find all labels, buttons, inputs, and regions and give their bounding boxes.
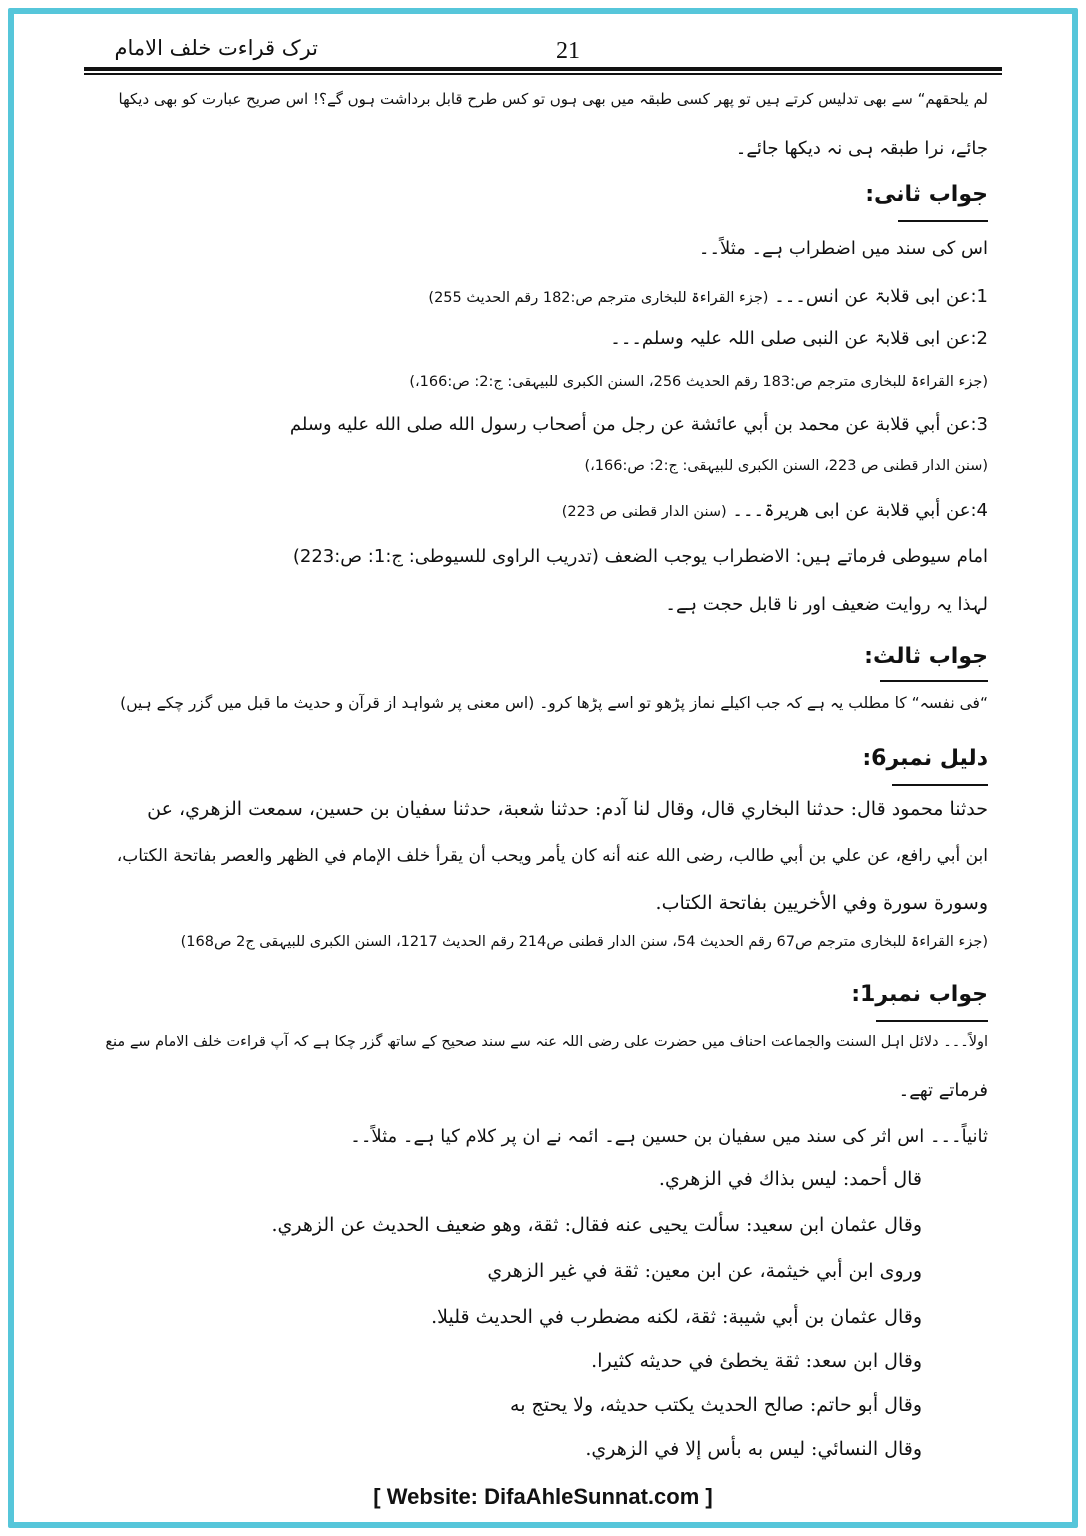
chain-2: 2:عن ابی قلابۃ عن النبی صلی اللہ علیہ وسلم۔۔۔ [610,328,988,349]
narrator-quote-4: وقال عثمان بن أبي شيبة: ثقة، لكنه مضطرب في الحديث قليلا. [431,1306,922,1328]
chain-4-ref: (سنن الدار قطنی ص 223) [561,504,727,520]
answer-2-intro: اس کی سند میں اضطراب ہے۔ مثلاً۔۔ [698,238,988,259]
running-title: ترک قراءت خلف الامام [114,36,318,60]
narrator-quote-2: وقال عثمان ابن سعيد: سألت يحيى عنه فقال: ثقة، وهو ضعيف الحديث عن الزهري. [271,1214,922,1236]
chain-3: 3:عن أبي قلابة عن محمد بن أبي عائشة عن رجل من أصحاب رسول الله صلى الله عليه وسلم [289,414,988,435]
evidence-6-line-2: ابن أبي رافع، عن علي بن أبي طالب، رضى الله عنه أنه كان يأمر ويحب أن يقرأ خلف الإمام في الظهر والعصر بفاتحة الكتاب، [116,846,988,866]
answer-3-text: “فی نفسہ“ کا مطلب یہ ہے کہ جب اکیلے نماز پڑھو تو اسے پڑھا کرو۔ (اس معنی پر شواہد از قرآن و حدیث ما قبل میں گزر چکے ہیں) [120,694,988,712]
heading-underline [876,1020,988,1022]
chain-4 [562,500,988,521]
answer-2-heading: جواب ثانی: [865,182,988,207]
narrator-quote-1: قال أحمد: ليس بذاك في الزهري. [658,1168,922,1190]
page-number: 21 [556,38,580,64]
heading-underline [892,784,988,786]
website-footer: [ Website: DifaAhleSunnat.com ] [373,1484,713,1509]
narrator-quote-3: وروى ابن أبي خيثمة، عن ابن معين: ثقة في غير الزهري [487,1260,922,1282]
heading-underline [898,220,988,222]
evidence-6-heading: دلیل نمبر6: [862,746,988,771]
narrator-quote-6: وقال أبو حاتم: صالح الحديث يكتب حديثه، ولا يحتج به [510,1394,922,1416]
chain-1-text: 1:عن ابی قلابۃ عن انس۔۔۔ [774,286,988,307]
chain-4-text: 4:عن أبي قلابة عن ابی ھریرۃ۔۔۔ [732,500,988,521]
answer-1-first-line-2: فرماتے تھے۔ [898,1080,988,1101]
intro-line-2: جائے، نرا طبقہ ہی نہ دیکھا جائے۔ [735,138,988,159]
chain-2-ref: (جزء القراءۃ للبخاری مترجم ص:183 رقم الحدیث 256، السنن الکبری للبیہقی: ج:2: ص:166،) [409,374,988,390]
suyuti-quote: امام سیوطی فرماتے ہیں: الاضطراب یوجب الضعف (تدریب الراوی للسیوطی: ج:1: ص:223) [292,546,988,567]
narrator-quote-7: وقال النسائي: ليس به بأس إلا في الزهري. [585,1438,922,1460]
heading-underline [880,680,988,682]
intro-line-1: لم یلحقهم“ سے بھی تدلیس کرتے ہیں تو پھر کسی طبقہ میں بھی ہوں تو کس طرح قابل برداشت ہوں گے؟! اس صریح عبارت کو بھی دیکھا [118,90,988,108]
evidence-6-ref: (جزء القراءۃ للبخاری مترجم ص67 رقم الحدیث 54، سنن الدار قطنی ص214 رقم الحدیث 1217، السنن الکبری للبیہقی ج2 ص168) [180,934,988,950]
answer-1-first-line-1: اولاً۔۔۔ دلائل اہل السنت والجماعت احناف میں حضرت علی رضی اللہ عنہ سے سند صحیح کے ساتھ گزر چکا ہے کہ آپ قراءت خلف الامام سے منع [105,1034,988,1050]
chain-1 [428,286,988,307]
chain-1-ref: (جزء القراءۃ للبخاری مترجم ص:182 رقم الحدیث 255) [428,290,769,306]
header-rule-thin [84,73,1002,75]
evidence-6-line-1: حدثنا محمود قال: حدثنا البخاري قال، وقال لنا آدم: حدثنا شعبة، حدثنا سفيان بن حسين، سمعت الزهري، عن [147,798,988,820]
answer-1-second: ثانیاً۔۔۔ اس اثر کی سند میں سفیان بن حسین ہے۔ ائمہ نے ان پر کلام کیا ہے۔ مثلاً۔۔ [350,1126,988,1147]
chain-3-ref: (سنن الدار قطنی ص 223، السنن الکبری للبیہقی: ج:2: ص:166،) [584,458,988,474]
header-rule [84,67,1002,71]
evidence-6-line-3: وسورة سورة وفي الأخريين بفاتحة الكتاب. [655,892,988,914]
answer-3-heading: جواب ثالث: [864,644,988,669]
answer-1-heading: جواب نمبر1: [851,982,988,1007]
narrator-quote-5: وقال ابن سعد: ثقة يخطئ في حديثه كثيرا. [591,1350,922,1372]
answer-2-conclusion: لہذا یہ روایت ضعیف اور نا قابل حجت ہے۔ [665,594,988,615]
